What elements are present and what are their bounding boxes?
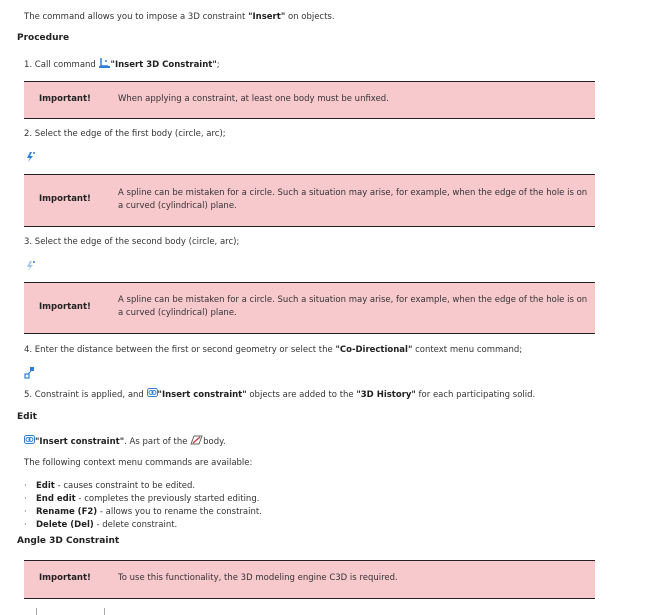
edit-line-mid: . As part of the <box>124 437 191 447</box>
important-message: A spline can be mistaken for a circle. Such a situation may arise, for example, when the edge of the hole is on a curved (cylindrical) plane. <box>118 188 588 211</box>
step-4-pre: 4. Enter the distance between the first or second geometry or select the <box>24 345 336 355</box>
intro-post: on objects. <box>285 12 335 22</box>
cutoff-mark <box>104 608 105 615</box>
command-desc: - completes the previously started editing. <box>75 494 260 504</box>
edit-heading: Edit <box>17 412 37 422</box>
list-item: · End edit - completes the previously started editing. <box>24 494 260 504</box>
command-name: Delete (Del) <box>36 520 94 530</box>
command-desc: - causes constraint to be edited. <box>54 481 196 491</box>
list-item: · Rename (F2) - allows you to rename the constraint. <box>24 507 262 517</box>
step-5 <box>24 388 535 401</box>
procedure-heading: Procedure <box>17 33 70 43</box>
important-label: Important! <box>39 302 91 312</box>
intro-command-name: "Insert" <box>248 12 286 22</box>
step-5-post: for each participating solid. <box>415 390 536 400</box>
distance-icon <box>24 366 36 383</box>
command-name: Edit <box>36 481 55 491</box>
step-4 <box>24 344 522 356</box>
important-label: Important! <box>39 94 91 104</box>
important-message: To use this functionality, the 3D modeling engine C3D is required. <box>118 573 398 583</box>
step-5-history-name: "3D History" <box>356 390 416 400</box>
step-5-object-name: "Insert constraint" <box>157 390 247 400</box>
command-name: End edit <box>36 494 76 504</box>
step-5-mid: objects are added to the <box>246 390 357 400</box>
step-5-pre: 5. Constraint is applied, and <box>24 390 147 400</box>
important-label: Important! <box>39 573 91 583</box>
step-2: 2. Select the edge of the first body (circle, arc); <box>24 129 226 139</box>
insert-3d-constraint-icon <box>99 57 111 72</box>
step-1-command-name: "Insert 3D Constraint" <box>110 60 217 70</box>
intro-pre: The command allows you to impose a 3D constraint <box>24 12 249 22</box>
step-4-post: context menu command; <box>412 345 523 355</box>
select-edge-icon <box>24 151 36 166</box>
angle-constraint-heading: Angle 3D Constraint <box>17 536 120 546</box>
context-menu-intro: The following context menu commands are available: <box>24 458 253 468</box>
select-second-edge-icon <box>24 260 36 275</box>
important-message: When applying a constraint, at least one body must be unfixed. <box>118 94 389 104</box>
step-3: 3. Select the edge of the second body (circle, arc); <box>24 237 240 247</box>
step-4-command-name: "Co-Directional" <box>335 345 413 355</box>
command-desc: - allows you to rename the constraint. <box>97 507 262 517</box>
important-message: A spline can be mistaken for a circle. Such a situation may arise, for example, when the edge of the hole is on a curved (cylindrical) plane. <box>118 295 588 318</box>
constraint-object-icon <box>147 388 158 401</box>
important-label: Important! <box>39 194 91 204</box>
step-1 <box>24 57 220 72</box>
body-icon <box>190 434 203 449</box>
command-name: Rename (F2) <box>36 507 98 517</box>
cutoff-mark <box>36 608 37 615</box>
important-note-2 <box>24 174 595 227</box>
constraint-object-icon <box>24 435 35 448</box>
step-1-post: ; <box>216 60 220 70</box>
command-desc: - delete constraint. <box>93 520 178 530</box>
edit-object-name: "Insert constraint" <box>35 437 125 447</box>
important-note-1 <box>24 81 595 119</box>
intro-text <box>24 11 335 23</box>
edit-line <box>24 434 226 449</box>
important-note-3 <box>24 282 595 334</box>
list-item: · Delete (Del) - delete constraint. <box>24 520 178 530</box>
list-item: · Edit - causes constraint to be edited. <box>24 481 196 491</box>
context-commands-list <box>24 480 262 532</box>
important-note-4 <box>24 560 595 599</box>
step-1-pre: 1. Call command <box>24 60 99 70</box>
edit-line-post: body. <box>203 437 226 447</box>
